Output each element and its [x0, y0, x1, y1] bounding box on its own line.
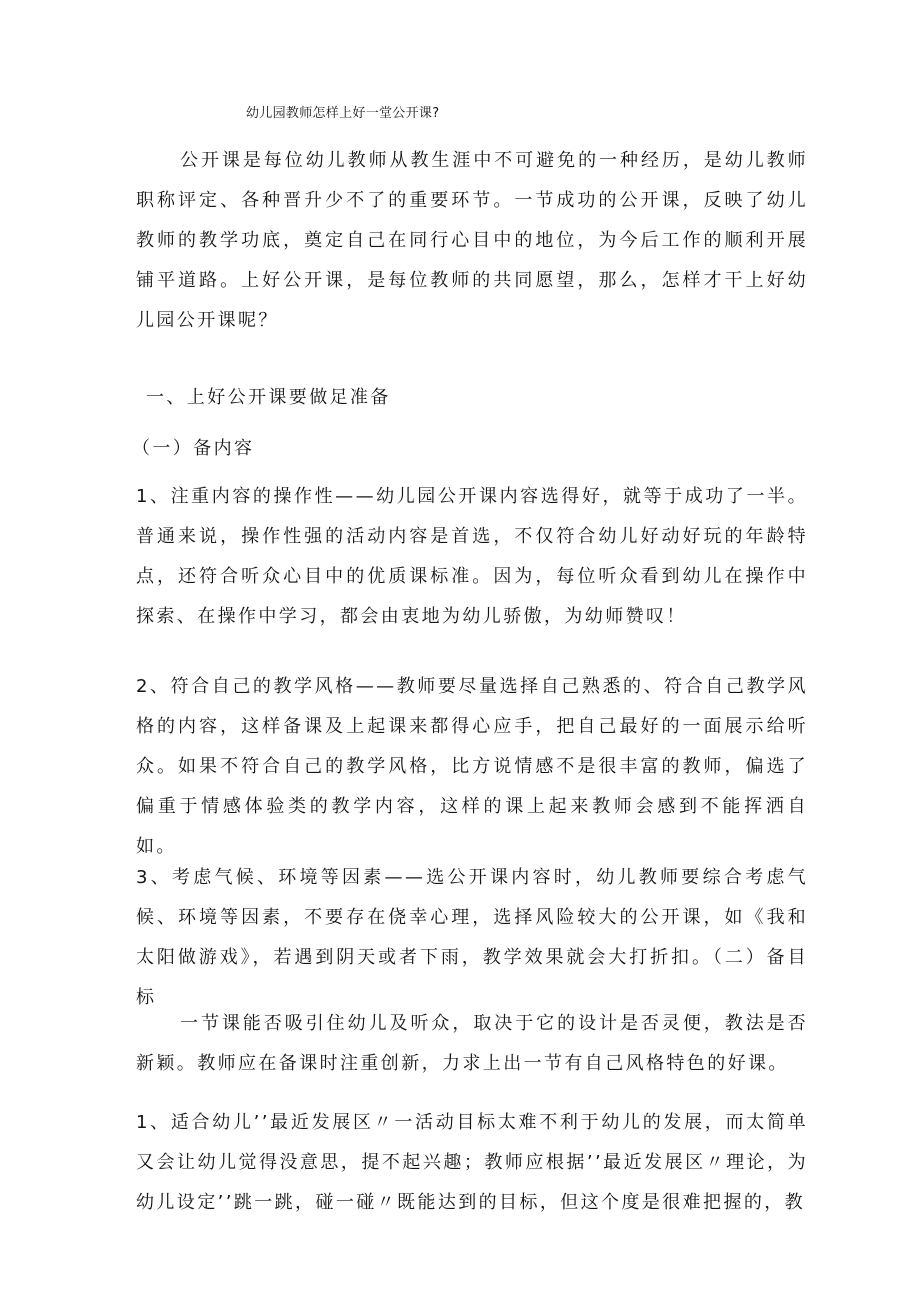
intro-paragraph: 公开课是每位幼儿教师从教生涯中不可避免的一种经历，是幼儿教师职称评定、各种晋升少不了的重要环节。一节成功的公开课，反映了幼儿教师的教学功底，奠定自己在同行心目中的地位，为今后工作的顺利开展铺平道路。上好公开课，是每位教师的共同愿望，那么，怎样才干上好幼儿园公开课呢？ [136, 150, 808, 331]
point-1-paragraph: 1、注重内容的操作性——幼儿园公开课内容选得好，就等于成功了一半。普通来说，操作性强的活动内容是首选，不仅符合幼儿好动好玩的年龄特点，还符合听众心目中的优质课标准。因为，每位听众看到幼儿在操作中探索、在操作中学习，都会由衷地为幼儿骄傲，为幼师赞叹！ [136, 486, 808, 627]
point-2-paragraph: 2、符合自己的教学风格——教师要尽量选择自己熟悉的、符合自己教学风格的内容，这样备课及上起课来都得心应手，把自己最好的一面展示给听众。如果不符合自己的教学风格，比方说情感不是很丰富的教师，偏选了偏重于情感体验类的教学内容，这样的课上起来教师会感到不能挥洒自如。 [136, 676, 808, 857]
goals-intro-paragraph: 一节课能否吸引住幼儿及听众，取决于它的设计是否灵便，教法是否新颖。教师应在备课时注重创新，力求上出一节有自己风格特色的好课。 [136, 1013, 808, 1074]
section-heading: 一、上好公开课要做足准备 [146, 387, 391, 408]
document-title: 幼儿园教师怎样上好一堂公开课? [246, 106, 440, 121]
goal-1-paragraph: 1、适合幼儿’’最近发展区〃一活动目标太难不利于幼儿的发展，而太简单又会让幼儿觉得没意思，提不起兴趣；教师应根据’’最近发展区〃理论，为幼儿设定’’跳一跳，碰一碰〃既能达到的目标，但这个度是很难把握的，教 [136, 1112, 808, 1213]
point-3-paragraph: 3、考虑气候、环境等因素——选公开课内容时，幼儿教师要综合考虑气候、环境等因素，不要存在侥幸心理，选择风险较大的公开课，如《我和太阳做游戏》，若遇到阴天或者下雨，教学效果就会大打折扣。（二）备目标 [136, 867, 808, 1008]
subsection-heading: （一）备内容 [132, 438, 255, 459]
